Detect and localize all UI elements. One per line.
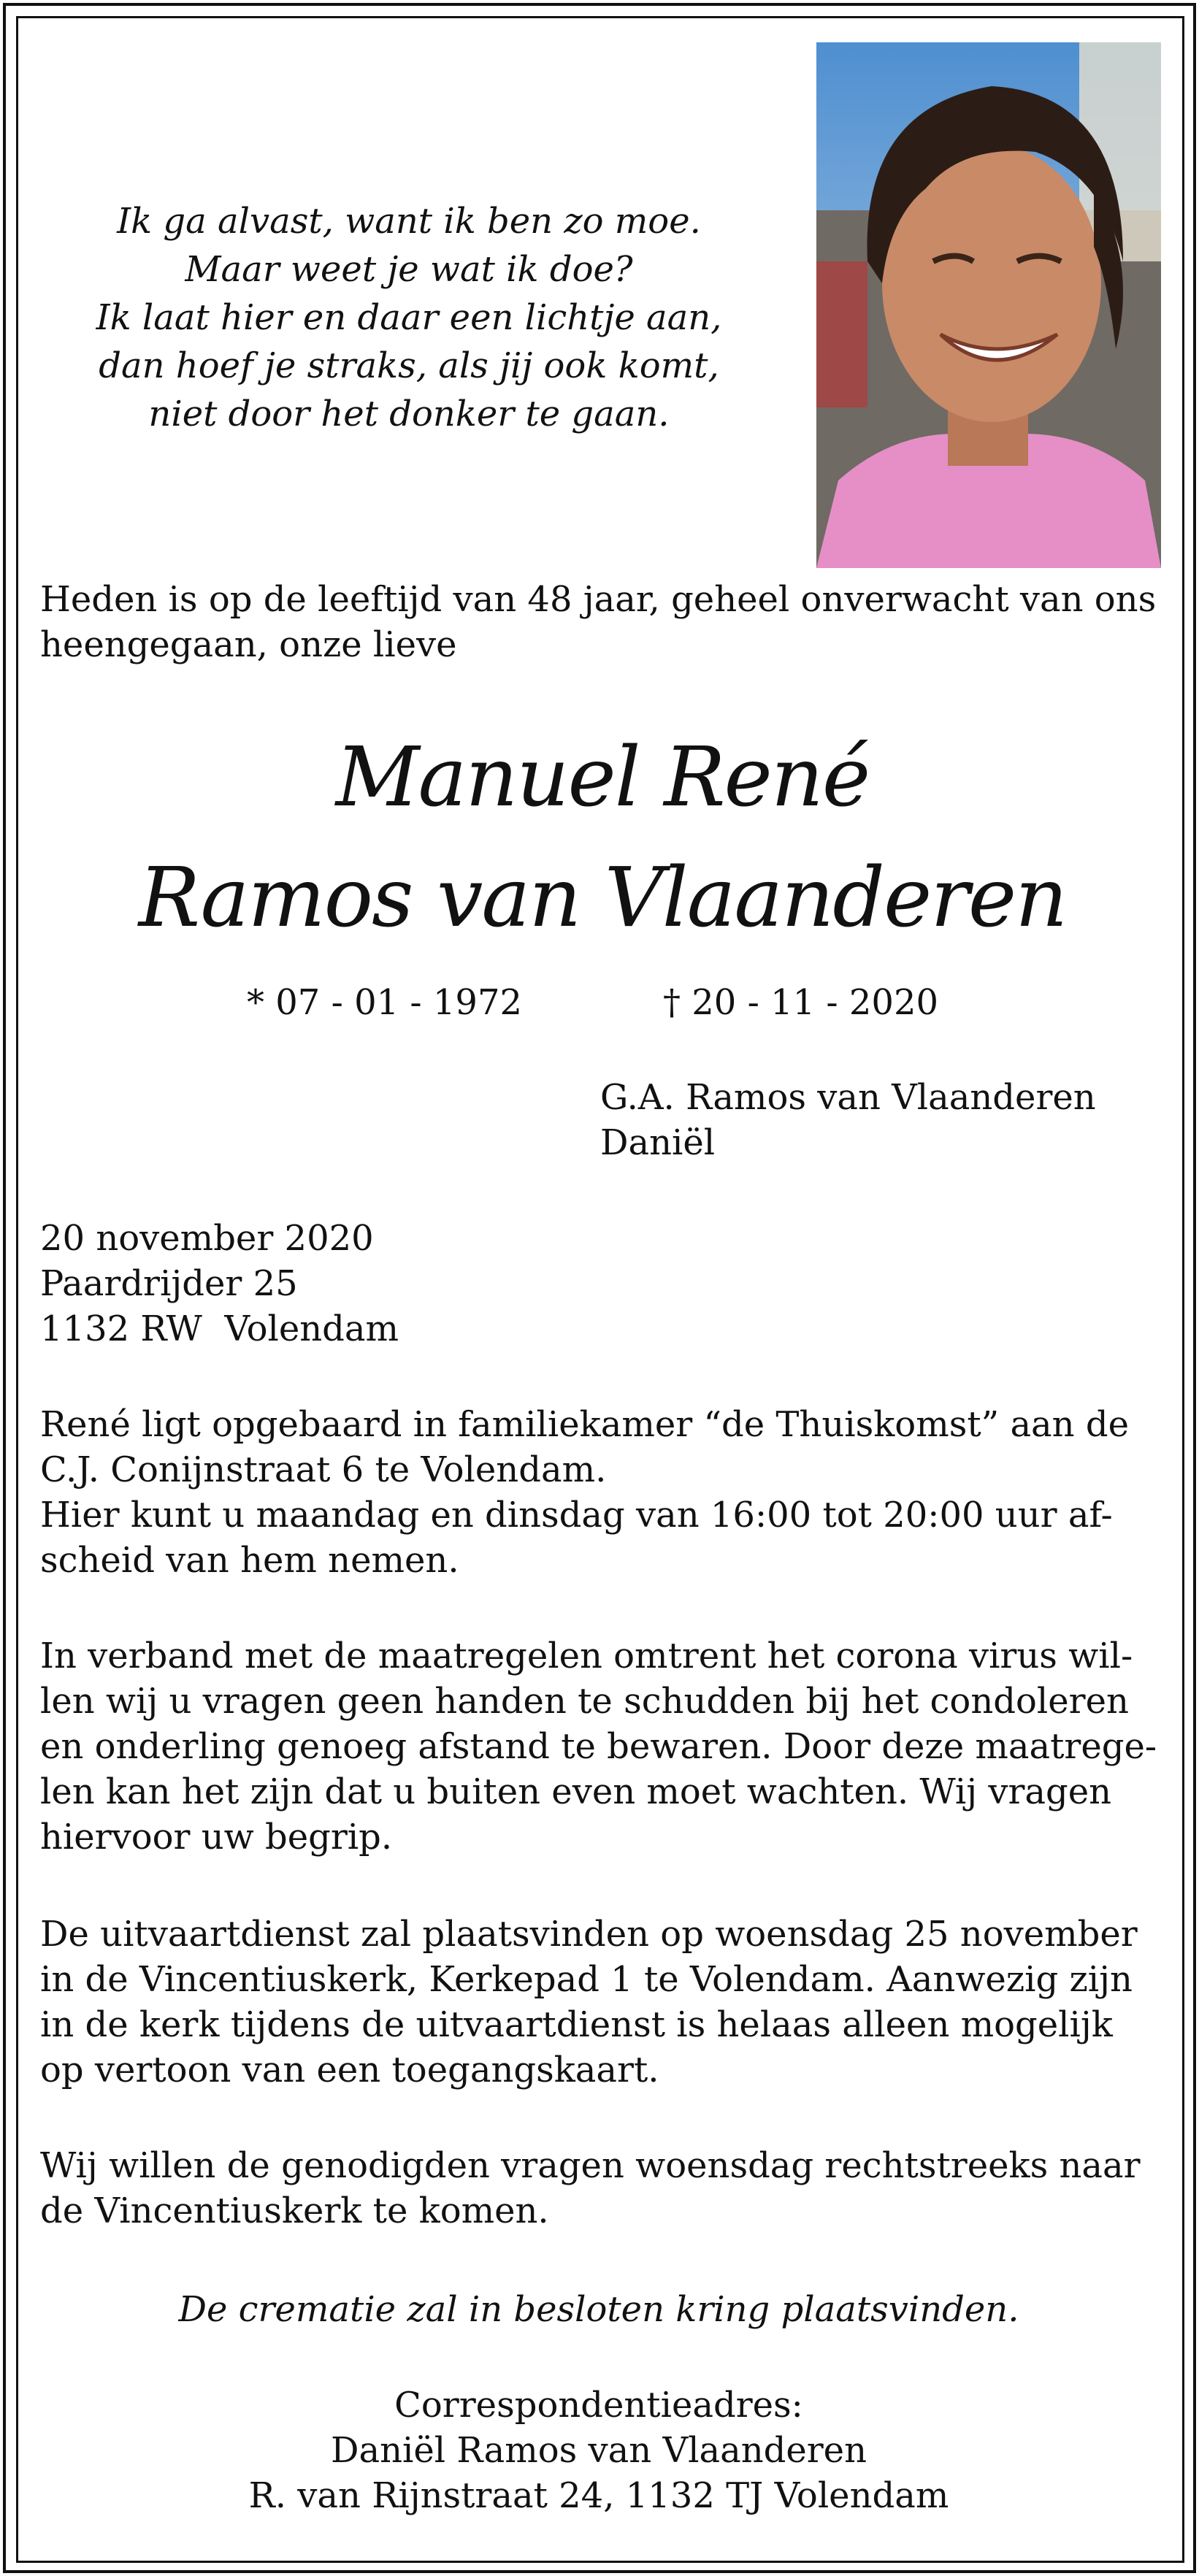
correspondence-name: Daniël Ramos van Vlaanderen [330,2430,867,2471]
viewing-line: scheid van hem nemen. [40,1540,459,1581]
correspondence-address: R. van Rijnstraat 24, 1132 TJ Volendam [248,2475,949,2516]
home-street: Paardrijder 25 [40,1263,298,1304]
family-line-1: G.A. Ramos van Vlaanderen [600,1077,1096,1118]
notice-date: 20 november 2020 [40,1218,374,1259]
service-line: in de kerk tijdens de uitvaartdienst is helaas alleen mogelijk [40,2004,1113,2045]
corona-line: en onderling genoeg afstand te bewaren. Door deze maatrege- [40,1726,1157,1767]
viewing-line: C.J. Conijnstraat 6 te Volendam. [40,1449,607,1490]
corona-line: In verband met de maatregelen omtrent het corona virus wil- [40,1636,1133,1676]
corona-line: hiervoor uw begrip. [40,1817,393,1858]
deceased-last-name: Ramos van Vlaanderen [138,851,1067,946]
service-line: op vertoon van een toegangskaart. [40,2050,659,2090]
poem [44,197,774,438]
family-line-2: Daniël [600,1122,716,1163]
cremation-note: De crematie zal in besloten kring plaatsvinden. [178,2289,1019,2330]
death-date: † 20 - 11 - 2020 [663,982,939,1023]
viewing-line: Hier kunt u maandag en dinsdag van 16:00 tot 20:00 uur af- [40,1495,1113,1536]
corona-line: len kan het zijn dat u buiten even moet wachten. Wij vragen [40,1771,1112,1812]
service-line: in de Vincentiuskerk, Kerkepad 1 te Volendam. Aanwezig zijn [40,1959,1133,2000]
intro-line-2: heengegaan, onze lieve [40,624,457,665]
correspondence-label: Correspondentieadres: [394,2385,803,2426]
home-city: 1132 RW Volendam [40,1308,399,1349]
deceased-first-names: Manuel René [335,730,870,825]
guests-line: de Vincentiuskerk te komen. [40,2190,549,2231]
poem-line: dan hoef je straks, als jij ook komt, [99,345,719,386]
guests-line: Wij willen de genodigden vragen woensdag rechtstreeks naar [40,2145,1141,2186]
portrait-photo [816,42,1161,568]
poem-line: Ik laat hier en daar een lichtje aan, [96,297,722,338]
service-line: De uitvaartdienst zal plaatsvinden op woensdag 25 november [40,1914,1138,1955]
intro-line-1: Heden is op de leeftijd van 48 jaar, geheel onverwacht van ons [40,579,1157,620]
corona-line: len wij u vragen geen handen te schudden bij het condoleren [40,1681,1129,1722]
birth-date: * 07 - 01 - 1972 [247,982,523,1023]
viewing-line: René ligt opgebaard in familiekamer “de Thuiskomst” aan de [40,1404,1129,1445]
poem-line: Ik ga alvast, want ik ben zo moe. [117,201,701,242]
portrait-photo-icon [816,42,1161,568]
poem-line: Maar weet je wat ik doe? [185,249,633,290]
poem-line: niet door het donker te gaan. [148,394,670,434]
